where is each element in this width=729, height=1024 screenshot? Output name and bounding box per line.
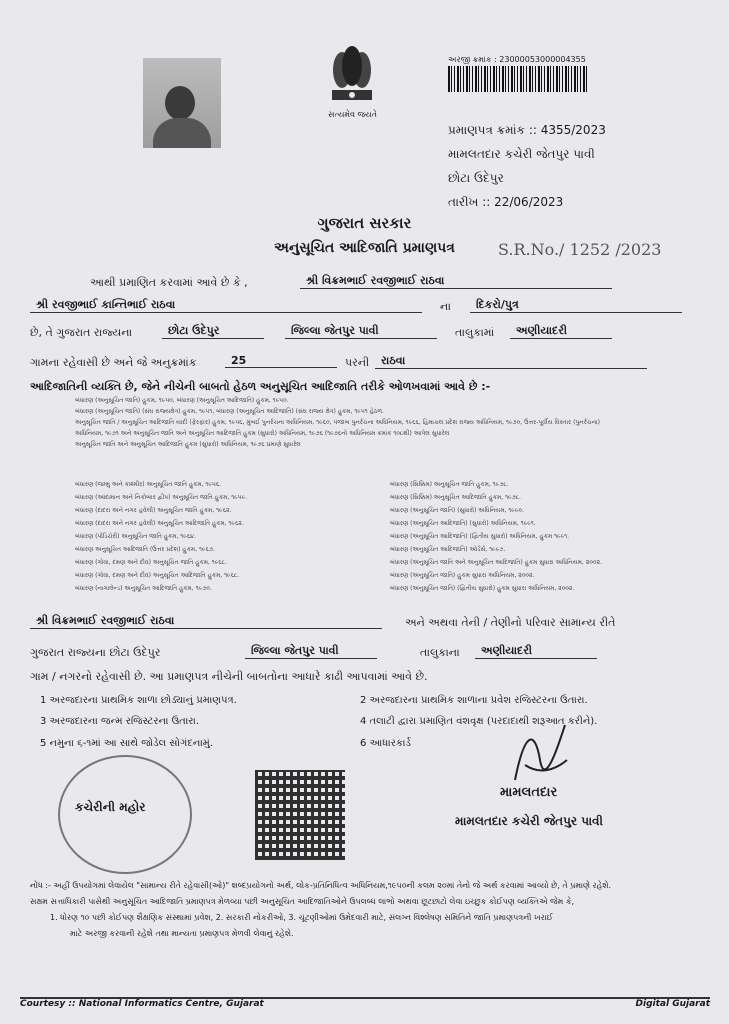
doc-item: 3 અરજદારના જન્મ રજિસ્ટરના ઉતારા. bbox=[40, 716, 200, 727]
person-name: શ્રી વિક્રમભાઈ રવજીભાઈ રાઠવા bbox=[300, 274, 612, 289]
relation-prefix: ના bbox=[440, 300, 451, 313]
order-item: બંધારણ (અનુસૂચિત આદિજાતિ) (દ્વિતીય સુધારો) અધિનિયમ, હુકમ ૧૯૯૧. bbox=[390, 533, 569, 540]
order-item: બંધારણ (દાદરા અને નગર હવેલી) અનુસૂચિત જાતિ હુકમ, ૧૯૬૨. bbox=[75, 507, 232, 514]
intro-text: આથી પ્રમાણિત કરવામાં આવે છે કે , bbox=[90, 276, 248, 289]
order-item: બંધારણ (અનુસૂચિત જાતિ) હુકમ સુધારા અધિનિયમ, ૨૦૦૨. bbox=[390, 572, 535, 579]
tribe-prefix: પરની bbox=[345, 356, 370, 369]
relation: દિકરો/પુત્ર bbox=[470, 298, 682, 313]
state-prefix: છે, તે ગુજરાત રાજ્યના bbox=[30, 326, 133, 339]
order-item: બંધારણ (અનુસૂચિત જાતિ) (દ્વિતીય સુધારો) હુકમ સુધારા અધિનિયમ, ૨૦૦૨. bbox=[390, 585, 575, 592]
signature-mark bbox=[505, 720, 575, 790]
doc-item: 4 તલાટી દ્વારા પ્રમાણિત વંશવૃક્ષ (પરદાદાથી શરૂઆત કરીને). bbox=[360, 716, 598, 727]
orders-main bbox=[75, 395, 695, 450]
order-item: બંધારણ (દાદરા અને નગર હવેલી) અનુસૂચિત આદિજાતિ હુકમ, ૧૯૬૨. bbox=[75, 520, 244, 527]
note-3: 1. ધોરણ ૧૦ પછી કોઈપણ શૈક્ષણિક સંસ્થામાં પ્રવેશ, 2. સરકારી નોકરીઓ, 3. ચૂંટણીઓમાં ઉમેદવારી માટે, સંલગ્ન વિશ્લેષણ સમિતિને જાતિ પ્રમાણપત્રની ખરાઈ bbox=[50, 913, 553, 922]
photo-body bbox=[153, 118, 211, 148]
order-item: બંધારણ (અનુસૂચિત આદિજાતિ) (સુધારો) અધિનિયમ, ૧૯૯૧. bbox=[390, 520, 536, 527]
barcode bbox=[448, 66, 588, 92]
order-item: બંધારણ અનુસૂચિત આદિજાતિ (ઉત્તર પ્રદેશ) હુકમ, ૧૯૬૭. bbox=[75, 546, 215, 553]
order-item: બંધારણ (પોંડિચેરી) અનુસૂચિત જાતિ હુકમ, ૧૯૬૪. bbox=[75, 533, 196, 540]
order-item: બંધારણ (અનુસૂચિત આદિજાતિ) ઓર્ડર્સ, ૧૯૯૭. bbox=[390, 546, 506, 553]
doc-item: 6 આધારકાર્ડ bbox=[360, 738, 411, 749]
order-item: બંધારણ (ગોવા, દમણ અને દીવ) અનુસૂચિત જાતિ હુકમ, ૧૯૬૮. bbox=[75, 559, 227, 566]
order-item: બંધારણ (અનુસૂચિત જાતિ) હુકમ, ૧૯૫૦, બંધારણ (અનુસૂચિત આદિજાતિ) હુકમ, ૧૯૫૦. bbox=[75, 397, 289, 404]
office-seal-label: કચેરીની મહોર bbox=[75, 800, 146, 814]
notes bbox=[30, 878, 700, 942]
photo-head bbox=[165, 86, 195, 120]
state-district-2: ગુજરાત રાજ્યના છોટા ઉદેપુર bbox=[30, 646, 161, 659]
doc-item: 5 નમુના ૬-૧માં આ સાથે જોડેલ સોગંદનામું. bbox=[40, 738, 214, 749]
village: અણીયાદરી bbox=[510, 324, 612, 339]
resident-prefix: ગામના રહેવાસી છે અને જે અનુક્રમાંક bbox=[30, 356, 197, 369]
footer bbox=[20, 997, 710, 1009]
doc-item: 1 અરજદારના પ્રાથમિક શાળા છોડ્યાનું પ્રમાણપત્ર. bbox=[40, 695, 237, 706]
order-item: બંધારણ (આંદામાન અને નિકોબાર દ્વીપ) અનુસૂચિત જાતિ હુકમ, ૧૯૫૯. bbox=[75, 494, 248, 501]
basis-text: ગામ / નગરનો રહેવાસી છે. આ પ્રમાણપત્ર નીચેની બાબતોના આધારે કાઢી આપવામાં આવે છે. bbox=[30, 670, 428, 683]
footer-courtesy: Courtesy :: National Informatics Centre, Gujarat bbox=[20, 999, 264, 1009]
order-item: બંધારણ (અનુસૂચિત જાતિ અને અનુસૂચિત આદિજાતિ) હુકમ સુધારા અધિનિયમ, ૨૦૦૨. bbox=[390, 559, 602, 566]
certificate-title: અનુસૂચિત આદિજાતિ પ્રમાણપત્ર bbox=[274, 240, 455, 256]
note-2: સક્ષમ સત્તાધિકારી પાસેથી અનુસૂચિત આદિજાતિ પ્રમાણપત્ર મેળવ્યા પછી અનુસૂચિત આદિજાતિઓને ઉપલબ્ધ લાભો અથવા છૂટછાટો લેવા ઇચ્છુક કોઈપણ વ્યક્તિએ જેમ કે, bbox=[30, 897, 575, 906]
order-item: અનુસૂચિત જાતિ અને અનુસૂચિત આદિજાતિ હુકમ (સુધારો) અધિનિયમ, ૧૯૭૬ પ્રમાણે સુધારેલ bbox=[75, 441, 301, 448]
order-item: બંધારણ (જમ્મુ અને કાશ્મીર) અનુસૂચિત જાતિ હુકમ, ૧૯૫૬. bbox=[75, 481, 222, 488]
order-item: અનુસૂચિત જાતિ / અનુસૂચિત આદિજાતિ યાદી (ફેરફાર) હુકમ, ૧૯૫૬, મુંબઈ પુનર્રચના અધિનિયમ, ૧૯૬૦, પંજાબ પુનર્રચના અધિનિયમ, ૧૯૬૬, હિમાચલ પ્રદેશ રાજ્ય અધિનિયમ, ૧૯૭૦, ઉત્તર-પૂર્વીય વિસ્તાર (પુનર્રચના) bbox=[75, 419, 600, 426]
taluka-2: જિલ્લા જેતપુર પાવી bbox=[245, 644, 377, 659]
emblem-motto: સત્યમેવ જયતે bbox=[328, 110, 377, 119]
order-item: બંધારણ (સિક્કિમ) અનુસૂચિત જાતિ હુકમ, ૧૯૭૮. bbox=[390, 481, 509, 488]
order-item: અધિનિયમ, ૧૯૭૧ અને અનુસૂચિત જાતિ અને અનુસૂચિત આદિજાતિ હુકમ (સુધારો) અધિનિયમ, ૧૯૭૬ (૧૯૭૬નો અધિનિયમ ક્રમાંક ૧૦૮થી) આપેલ સુધારેલ bbox=[75, 430, 450, 437]
father-name: શ્રી રવજીભાઈ કાન્તિભાઈ રાઠવા bbox=[30, 298, 422, 313]
tribe-name: રાઠવા bbox=[375, 354, 647, 369]
declaration: આદિજાતિની વ્યક્તિ છે, જેને નીચેની બાબતો હેઠળ અનુસૂચિત આદિજાતિ તરીકે ઓળખવામાં આવે છે :- bbox=[30, 380, 491, 393]
certificate-details bbox=[448, 118, 606, 214]
note-4: માટે અરજી કરવાની રહેશે તથા માન્યતા પ્રમાણપત્ર મેળવી લેવાનું રહેશે. bbox=[70, 929, 294, 938]
application-number: અરજી ક્રમાંક : 23000053000004355 bbox=[448, 55, 586, 64]
applicant-photo bbox=[143, 58, 221, 148]
village-2: અણીયાદરી bbox=[475, 644, 597, 659]
sr-number: S.R.No./ 1252 /2023 bbox=[498, 240, 662, 259]
footer-brand: Digital Gujarat bbox=[635, 999, 710, 1009]
signatory-title: મામલતદાર bbox=[500, 785, 558, 800]
govt-title: ગુજરાત સરકાર bbox=[317, 214, 412, 232]
serial-number: 25 bbox=[225, 354, 337, 368]
order-item: બંધારણ (ગોવા, દમણ અને દીવ) અનુસૂચિત આદિજાતિ હુકમ, ૧૯૬૮. bbox=[75, 572, 240, 579]
order-item: બંધારણ (નાગાલેન્ડ) અનુસૂચિત આદિજાતિ હુકમ, ૧૯૭૦. bbox=[75, 585, 212, 592]
taluka2-label: તાલુકાના bbox=[420, 646, 460, 659]
certificate-number: પ્રમાણપત્ર ક્રમાંક :: 4355/2023 bbox=[448, 123, 606, 137]
qr-code bbox=[255, 770, 345, 860]
second-person-name: શ્રી વિક્રમભાઈ રવજીભાઈ રાઠવા bbox=[30, 614, 382, 629]
orders-left bbox=[75, 478, 375, 595]
taluka: જિલ્લા જેતપુર પાવી bbox=[285, 324, 437, 339]
order-item: બંધારણ (સિક્કિમ) અનુસૂચિત આદિજાતિ હુકમ, ૧૯૭૮. bbox=[390, 494, 521, 501]
order-item: બંધારણ (અનુસૂચિત જાતિ) (સુધારો) અધિનિયમ, ૧૯૯૦. bbox=[390, 507, 524, 514]
signatory-office: મામલતદાર કચેરી જેતપુર પાવી bbox=[455, 814, 603, 828]
doc-item: 2 અરજદારના પ્રાથમિક શાળાના પ્રવેશ રજિસ્ટરના ઉતારા. bbox=[360, 695, 588, 706]
orders-right bbox=[390, 478, 710, 595]
taluka-label: તાલુકામાં bbox=[455, 326, 495, 339]
issuing-place: છોટા ઉદેપુર bbox=[448, 171, 504, 185]
issue-date: તારીખ :: 22/06/2023 bbox=[448, 195, 564, 209]
family-text: અને અથવા તેની / તેણીનો પરિવાર સામાન્ય રીતે bbox=[405, 616, 616, 629]
order-item: બંધારણ (અનુસૂચિત જાતિ) (સંઘ રાજ્યક્ષેત્ર) હુકમ, ૧૯૫૧, બંધારણ (અનુસૂચિત આદિજાતિ) (સંઘ રાજ્ય ક્ષેત્ર) હુકમ, ૧૯૫૧ હેઠળ. bbox=[75, 408, 384, 415]
note-1: નોંધ :- અહીં ઉપયોગમાં લેવાયેલ "સામાન્ય રીતે રહેવાસી(ઓ)" શબ્દપ્રયોગનો અર્થ, લોક-પ્રતિનિધિત્વ અધિનિયમ,૧૯૫૦ની કલમ ૨૦માં તેનો જે અર્થ કરવામાં આવ્યો છે, તે પ્રમાણે રહેશે. bbox=[30, 881, 612, 890]
district: છોટા ઉદેપુર bbox=[162, 324, 264, 339]
national-emblem-icon bbox=[322, 40, 382, 110]
issuing-office: મામલતદાર કચેરી જેતપુર પાવી bbox=[448, 147, 595, 161]
